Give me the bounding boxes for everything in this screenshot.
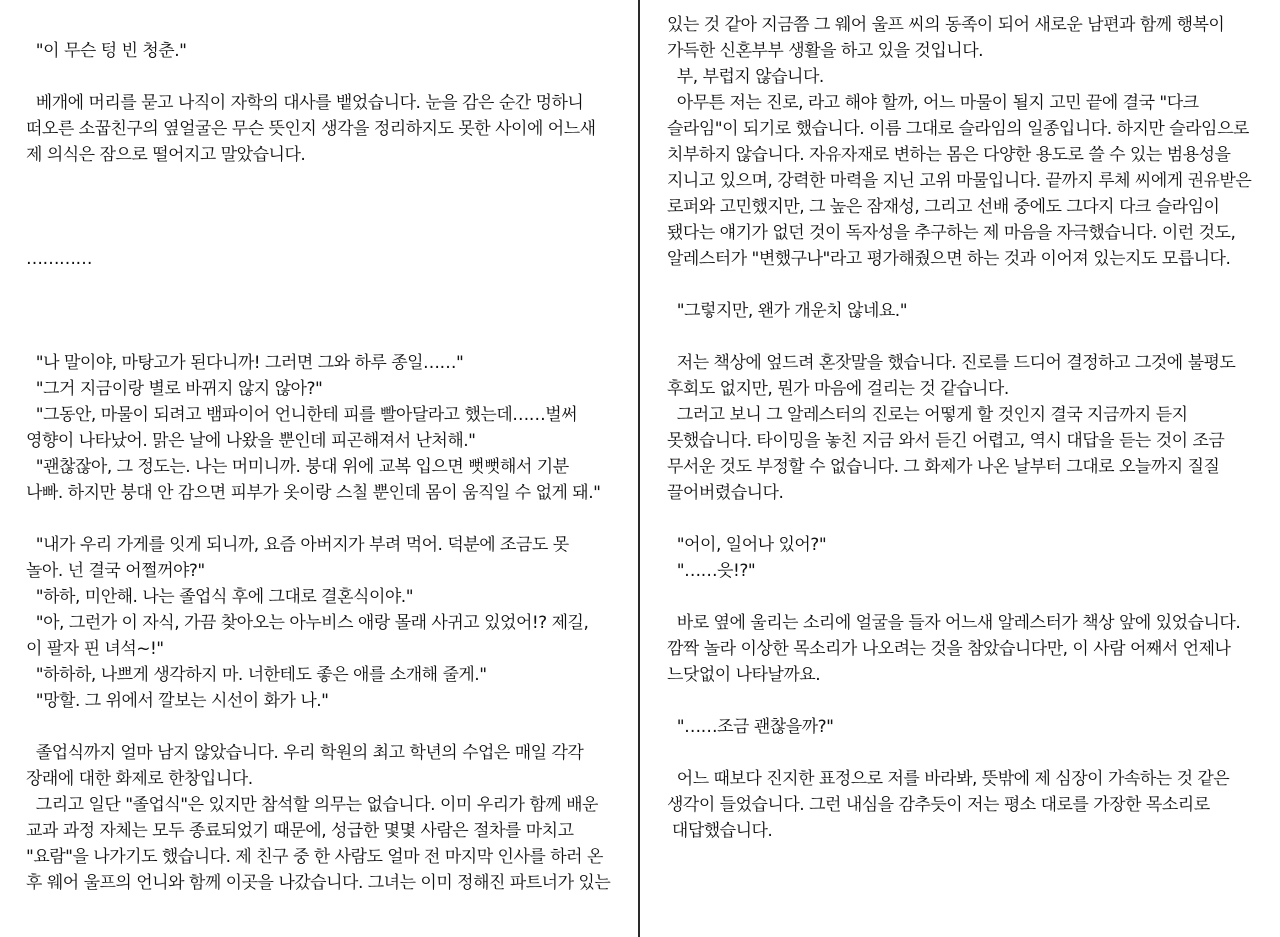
text-line: 로퍼와 고민했지만, 그 높은 잠재성, 그리고 선배 중에도 그다지 다크 슬라임이 [667,197,1220,217]
text-line: 느닷없이 나타날까요. [667,665,821,685]
text-line: 아무튼 저는 진로, 라고 해야 할까, 어느 마물이 될지 고민 끝에 결국 "다크 [667,93,1199,113]
text-line: "괜찮잖아, 그 정도는. 나는 머미니까. 붕대 위에 교복 입으면 뻣뻣해서 기분 [26,457,569,477]
right-page [641,0,1280,937]
text-line [26,506,621,532]
text-line [26,64,621,90]
text-line: 있는 것 같아 지금쯤 그 웨어 울프 씨의 동족이 되어 새로운 남편과 함께 행복이 [667,15,1225,35]
text-line: "……읏!?" [667,561,756,581]
text-line: 생각이 들었습니다. 그런 내심을 감추듯이 저는 평소 대로를 가장한 목소리로 [667,795,1210,815]
text-line: 후회도 없지만, 뭔가 마음에 걸리는 것 같습니다. [667,379,1009,399]
text-line: "그동안, 마물이 되려고 뱀파이어 언니한테 피를 빨아달라고 했는데……벌써 [26,405,578,425]
text-line [26,298,621,324]
text-line: 슬라임"이 되기로 했습니다. 이름 그대로 슬라임의 일종입니다. 하지만 슬라임으로 [667,119,1249,139]
text-line: 가득한 신혼부부 생활을 하고 있을 것입니다. [667,41,984,61]
text-line: 장래에 대한 화제로 한창입니다. [26,769,253,789]
text-line: 베개에 머리를 묻고 나직이 자학의 대사를 뱉었습니다. 눈을 감은 순간 멍하니 [26,93,584,113]
text-line: 부, 부럽지 않습니다. [667,67,824,87]
text-line: "나 말이야, 마탕고가 된다니까! 그러면 그와 하루 종일……" [26,353,464,373]
text-line: 나빠. 하지만 붕대 안 감으면 피부가 옷이랑 스칠 뿐인데 몸이 움직일 수 없게 돼." [26,483,601,503]
text-line [667,688,1262,714]
text-line [26,168,621,194]
left-page [0,0,639,937]
text-line: "내가 우리 가게를 잇게 되니까, 요즘 아버지가 부려 먹어. 덕분에 조금도 못 [26,535,569,555]
text-line [26,324,621,350]
text-line: 어느 때보다 진지한 표정으로 저를 바라봐, 뜻밖에 제 심장이 가속하는 것 같은 [667,769,1230,789]
text-line: 졸업식까지 얼마 남지 않았습니다. 우리 학원의 최고 학년의 수업은 매일 각각 [26,743,584,763]
text-line: "그거 지금이랑 별로 바뀌지 않지 않아?" [26,379,323,399]
text-line [26,194,621,220]
text-line: 됐다는 얘기가 없던 것이 독자성을 추구하는 제 마음을 자극했습니다. 이런 것도, [667,223,1236,243]
text-line: "그렇지만, 왠가 개운치 않네요." [667,301,908,321]
text-line: 영향이 나타났어. 맑은 날에 나왔을 뿐인데 피곤해져서 난처해." [26,431,476,451]
text-line [667,740,1262,766]
text-line [26,714,621,740]
text-line: 깜짝 놀라 이상한 목소리가 나오려는 것을 참았습니다만, 이 사람 어째서 언제나 [667,639,1231,659]
text-line: 저는 책상에 엎드려 혼잣말을 했습니다. 진로를 드디어 결정하고 그것에 불평도 [667,353,1236,373]
text-line: 그리고 일단 "졸업식"은 있지만 참석할 의무는 없습니다. 이미 우리가 함께 배운 [26,795,598,815]
text-line: "어이, 일어나 있어?" [667,535,827,555]
text-line: "요람"을 나가기도 했습니다. 제 친구 중 한 사람도 얼마 전 마지막 인사를 하러 온 [26,847,603,867]
text-line: 대답했습니다. [667,821,773,841]
text-line: 그러고 보니 그 알레스터의 진로는 어떻게 할 것인지 결국 지금까지 듣지 [667,405,1188,425]
text-line [26,220,621,246]
text-line: 알레스터가 "변했구나"라고 평가해줬으면 하는 것과 이어져 있는지도 모릅니다. [667,249,1231,269]
text-line: "하하하, 나쁘게 생각하지 마. 너한테도 좋은 애를 소개해 줄게." [26,665,487,685]
text-line: "이 무슨 텅 빈 청춘." [26,41,187,61]
text-line: 무서운 것도 부정할 수 없습니다. 그 화제가 나온 날부터 그대로 오늘까지 질질 [667,457,1220,477]
text-line: 못했습니다. 타이밍을 놓친 지금 와서 듣긴 어렵고, 역시 대답을 듣는 것이 조금 [667,431,1225,451]
text-line: 이 팔자 핀 녀석~!" [26,639,164,659]
text-line [667,584,1262,610]
text-line: 지니고 있으며, 강력한 마력을 지닌 고위 마물입니다. 끝까지 루체 씨에게 권유받은 [667,171,1252,191]
page-divider [638,0,640,937]
text-line: 교과 과정 자체는 모두 종료되었기 때문에, 성급한 몇몇 사람은 절차를 마치고 [26,821,574,841]
text-line: ………… [26,249,92,269]
text-line: "아, 그런가 이 자식, 가끔 찾아오는 아누비스 애랑 몰래 사귀고 있었어!? 제길, [26,613,589,633]
text-line: 후 웨어 울프의 언니와 함께 이곳을 나갔습니다. 그녀는 이미 정해진 파트너가 있는 [26,873,611,893]
text-line: "망할. 그 위에서 깔보는 시선이 화가 나." [26,691,329,711]
text-line: "하하, 미안해. 나는 졸업식 후에 그대로 결혼식이야." [26,587,414,607]
text-line: "……조금 괜찮을까?" [667,717,834,737]
text-line [26,272,621,298]
text-line: 떠오른 소꿉친구의 옆얼굴은 무슨 뜻인지 생각을 정리하지도 못한 사이에 어느새 [26,119,596,139]
text-line [667,506,1262,532]
text-line [667,272,1262,298]
text-line: 끌어버렸습니다. [667,483,784,503]
text-line: 바로 옆에 울리는 소리에 얼굴을 들자 어느새 알레스터가 책상 앞에 있었습니다. [667,613,1241,633]
text-line: 치부하지 않습니다. 자유자재로 변하는 몸은 다양한 용도로 쓸 수 있는 범용성을 [667,145,1231,165]
text-line [667,324,1262,350]
text-line: 제 의식은 잠으로 떨어지고 말았습니다. [26,145,306,165]
text-line: 놀아. 넌 결국 어쩔꺼야?" [26,561,205,581]
